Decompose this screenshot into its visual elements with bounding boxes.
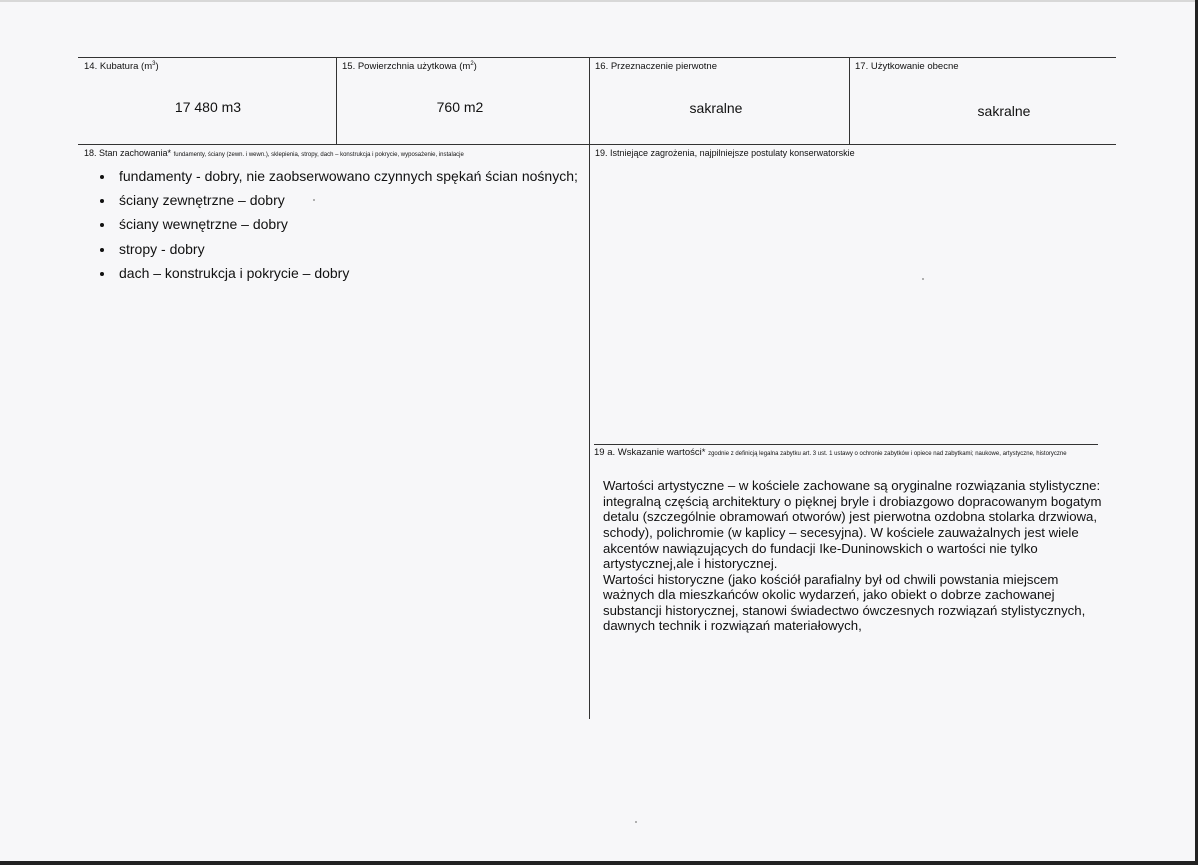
uzytkowanie-value: sakralne: [977, 103, 1031, 119]
scan-edge-top: [0, 0, 1198, 2]
row1-bottom-border: [78, 144, 1116, 145]
stan-label: 18. Stan zachowania* fundamenty, ściany (zewn. i wewn.), sklepienia, stropy, dach – konstrukcja i pokrycie, wyposażenie, instalacje: [84, 148, 464, 158]
wartosci-label: 19 a. Wskazanie wartości* zgodnie z definicją legalna zabytku art. 3 ust. 1 ustawy o ochronie zabytków i opiece nad zabytkami; naukowe, artystyczne, historyczne: [594, 447, 1067, 458]
przeznaczenie-value: sakralne: [689, 100, 743, 116]
kubatura-value: 17 480 m3: [174, 99, 242, 115]
scan-edge-bottom: [0, 861, 1198, 865]
list-item: • fundamenty - dobry, nie zaobserwowano czynnych spękań ścian nośnych;: [115, 164, 578, 188]
wartosci-line: Wartości historyczne (jako kościół parafialny był od chwili powstania miejscem: [603, 572, 1059, 587]
wartosci-line: akcentów nawiązujących do fundacji Ike-Duninowskich o wartości nie tylko: [603, 541, 1038, 556]
col-divider-1: [336, 57, 337, 145]
powierzchnia-label: 15. Powierzchnia użytkowa $(m^2)$: [342, 61, 477, 73]
scan-speck: [313, 199, 315, 201]
kubatura-label: 14. Kubatura $(m^3)$: [84, 61, 159, 73]
przeznaczenie-label: 16. Przeznaczenie pierwotne: [595, 61, 717, 72]
list-item: • ściany zewnętrzne – dobry: [115, 188, 578, 212]
list-item: • stropy - dobry: [115, 237, 578, 261]
wartosci-line: artystycznej,ale i historycznej.: [603, 556, 778, 571]
wartosci-label-detail: zgodnie z definicją legalna zabytku art. 3 ust. 1 ustawy o ochronie zabytków i opiece nad zabytkami; naukowe, artystyczne, historyczne: [708, 451, 1067, 457]
scan-speck: [635, 821, 637, 823]
scan-speck: [922, 278, 924, 280]
wartosci-line: detalu (szczególnie obramowań otworów) jest pierwotna ozdobna stolarka drzwiowa,: [603, 509, 1098, 524]
uzytkowanie-label: 17. Użytkowanie obecne: [855, 61, 959, 72]
zagrozenia-label: 19. Istniejące zagrożenia, najpilniejsze postulaty konserwatorskie: [595, 148, 855, 158]
stan-label-detail: fundamenty, ściany (zewn. i wewn.), sklepienia, stropy, dach – konstrukcja i pokrycie, wyposażenie, instalacje: [173, 152, 464, 158]
wartosci-line: substancji historycznej, stanowi świadectwo ówczesnych rozwiązań stylistycznych,: [603, 603, 1086, 618]
wartosci-line: dawnych technik i rozwiązań materiałowych,: [603, 618, 862, 633]
wartosci-line: schody), polichromie (w kaplicy – secesyjna). W kościele zauważalnych jest wiele: [603, 525, 1079, 540]
section-19a-border: [594, 444, 1098, 445]
col-divider-2: [589, 57, 590, 719]
wartosci-line: Wartości artystyczne – w kościele zachowane są oryginalne rozwiązania stylistyczne:: [603, 478, 1101, 493]
list-item: • dach – konstrukcja i pokrycie – dobry: [115, 261, 578, 285]
stan-list: [93, 164, 578, 285]
wartosci-line: ważnych dla mieszkańców okolic wydarzeń, jako obiekt o dobrze zachowanej: [603, 587, 1055, 602]
list-item: • ściany wewnętrzne – dobry: [115, 212, 578, 236]
col-divider-3: [849, 57, 850, 145]
table-top-border: [78, 57, 1116, 58]
wartosci-line: integralną częścią architektury o pięknej bryle i drobiazgowo dopracowanym bogatym: [603, 494, 1102, 509]
powierzchnia-value: 760 m2: [436, 99, 484, 115]
